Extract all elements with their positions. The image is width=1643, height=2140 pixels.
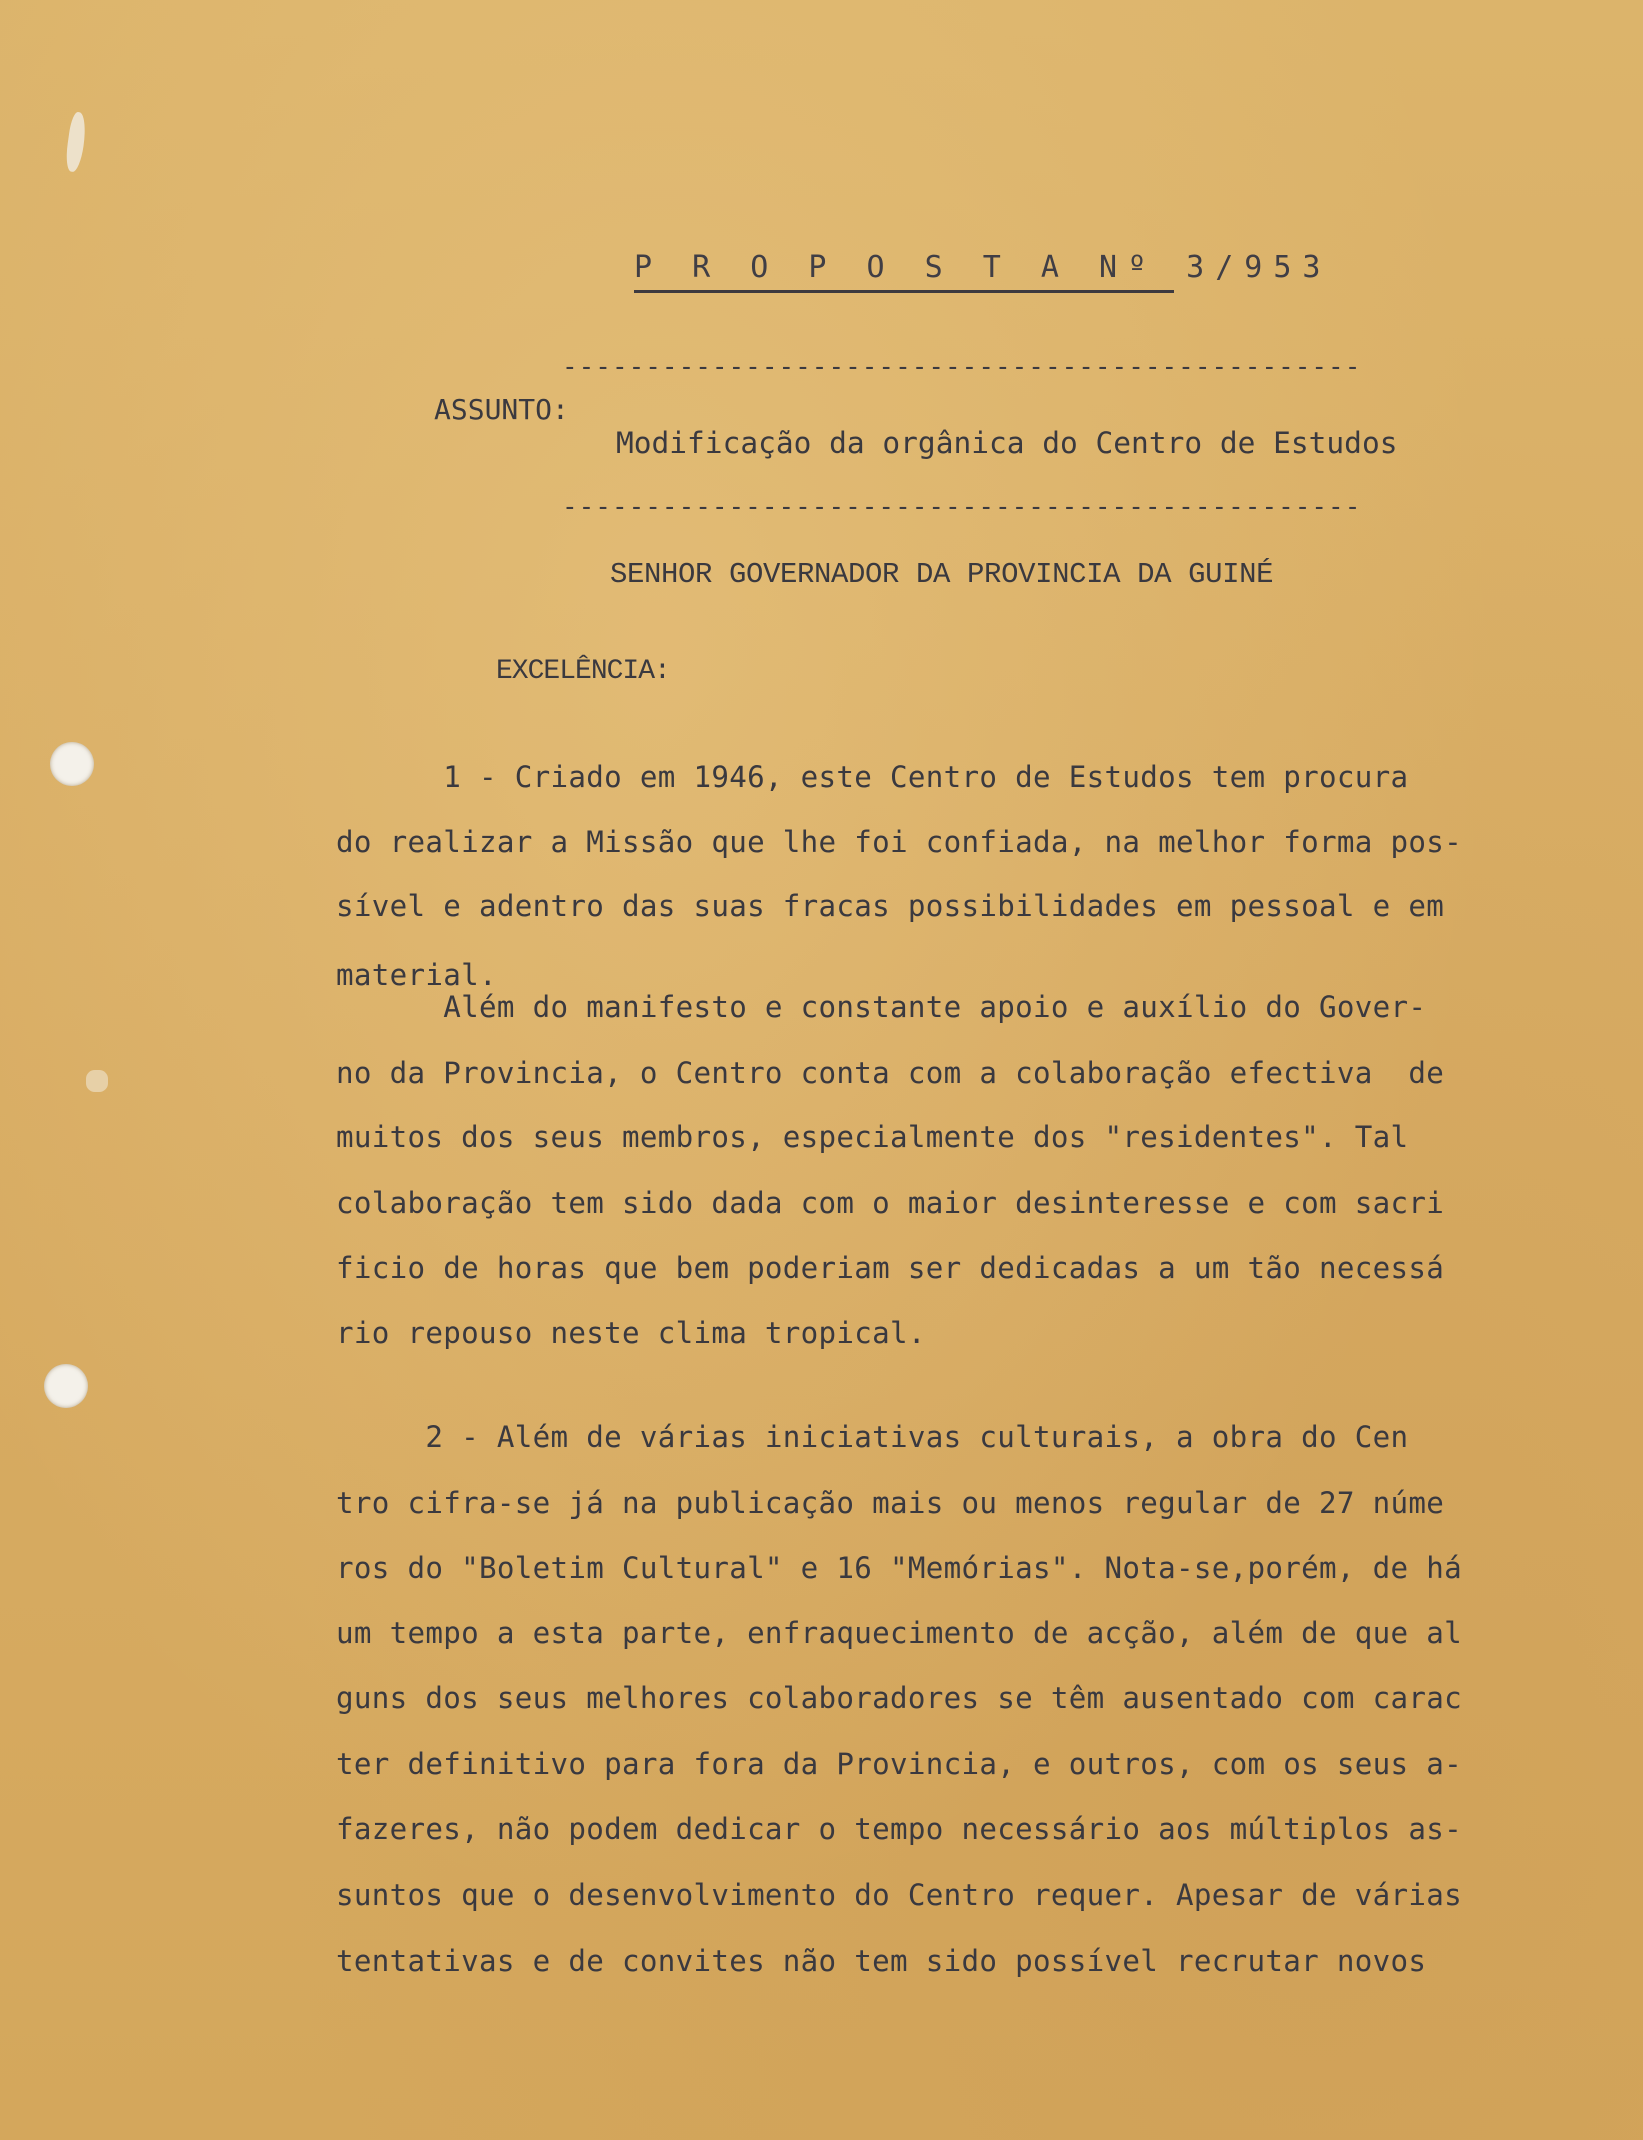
punch-hole-bottom: [44, 1364, 88, 1408]
body-line: fazeres, não podem dedicar o tempo necessário aos múltiplos as-: [336, 1812, 1462, 1846]
subject-label: ASSUNTO:: [434, 393, 569, 426]
body-line: material.: [336, 958, 497, 992]
salutation: EXCELÊNCIA:: [496, 656, 670, 687]
paper-tear: [64, 111, 88, 173]
body-line: do realizar a Missão que lhe foi confiada, na melhor forma pos-: [336, 825, 1462, 859]
separator-top: ------------------------------------------------: [562, 352, 1362, 382]
body-line: colaboração tem sido dada com o maior desinteresse e com sacri: [336, 1186, 1445, 1220]
body-line: rio repouso neste clima tropical.: [336, 1316, 926, 1350]
paper-blemish: [86, 1070, 108, 1092]
document-title: P R O P O S T A Nº 3/953: [634, 250, 1332, 285]
addressee: SENHOR GOVERNADOR DA PROVINCIA DA GUINÉ: [610, 558, 1274, 591]
separator-bottom: ------------------------------------------------: [562, 492, 1362, 522]
subject-text: Modificação da orgânica do Centro de Estudos: [616, 426, 1398, 460]
title-underline: [634, 290, 1174, 293]
body-line: suntos que o desenvolvimento do Centro requer. Apesar de várias: [336, 1878, 1462, 1912]
body-line: ros do "Boletim Cultural" e 16 "Memórias". Nota-se,porém, de há: [336, 1551, 1462, 1585]
body-line: ficio de horas que bem poderiam ser dedicadas a um tão necessá: [336, 1251, 1445, 1285]
body-line: muitos dos seus membros, especialmente dos "residentes". Tal: [336, 1120, 1409, 1154]
body-line: 2 - Além de várias iniciativas culturais, a obra do Cen: [336, 1420, 1409, 1454]
body-line: sível e adentro das suas fracas possibilidades em pessoal e em: [336, 889, 1445, 923]
body-line: tro cifra-se já na publicação mais ou menos regular de 27 núme: [336, 1486, 1445, 1520]
body-line: 1 - Criado em 1946, este Centro de Estudos tem procura: [336, 760, 1409, 794]
body-line: tentativas e de convites não tem sido possível recrutar novos: [336, 1944, 1427, 1978]
body-line: ter definitivo para fora da Provincia, e outros, com os seus a-: [336, 1747, 1462, 1781]
body-line: no da Provincia, o Centro conta com a colaboração efectiva de: [336, 1056, 1445, 1090]
body-line: Além do manifesto e constante apoio e auxílio do Gover-: [336, 990, 1427, 1024]
punch-hole-top: [50, 742, 94, 786]
body-line: guns dos seus melhores colaboradores se têm ausentado com carac: [336, 1681, 1462, 1715]
body-line: um tempo a esta parte, enfraquecimento de acção, além de que al: [336, 1616, 1462, 1650]
